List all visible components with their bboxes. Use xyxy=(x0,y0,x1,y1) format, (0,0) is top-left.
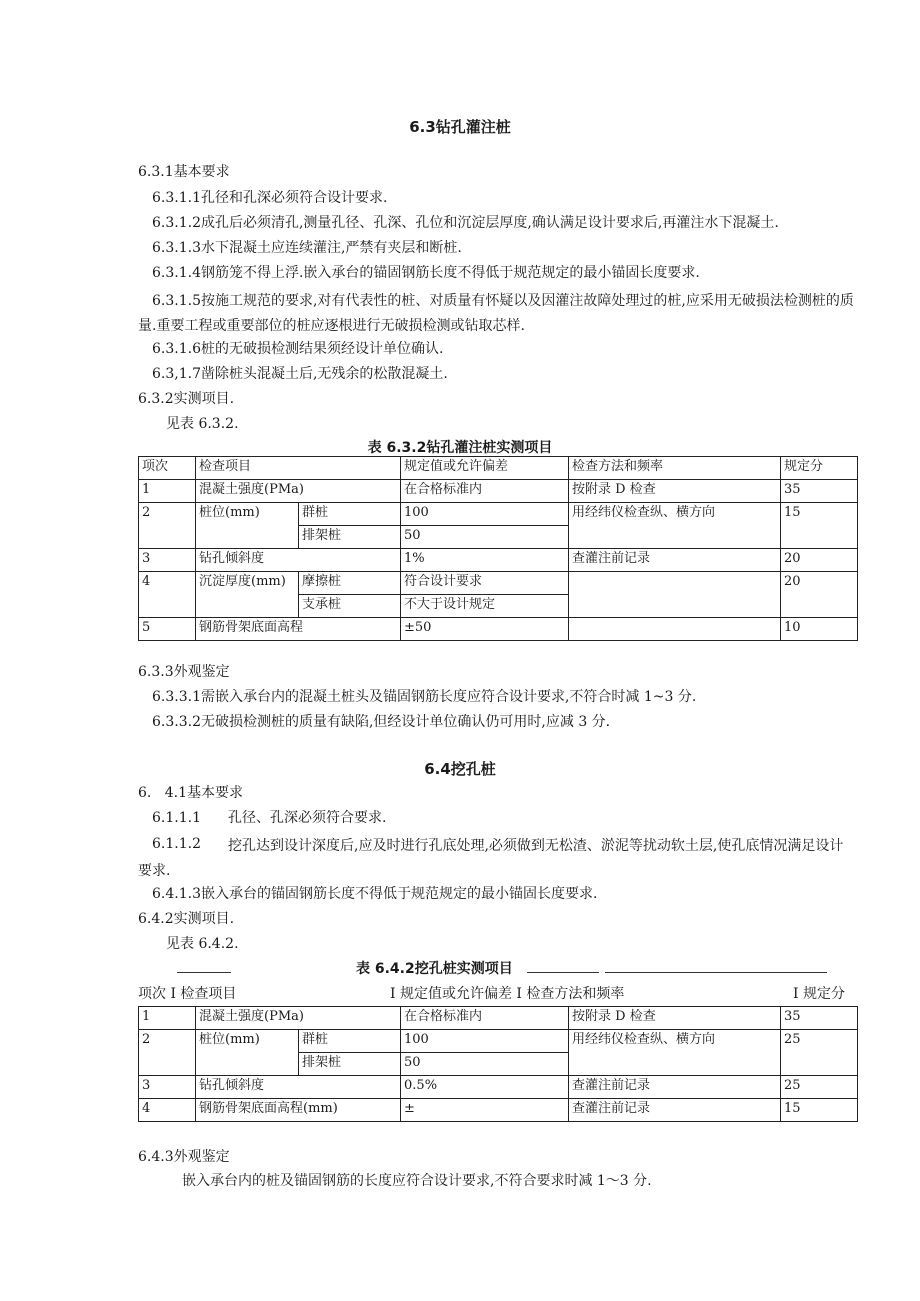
item-6-3-1-7: 6.3,1.7凿除桩头混凝土后,无残余的松散混凝土. xyxy=(152,366,448,382)
table-row xyxy=(139,618,858,641)
table-cell: 1 xyxy=(139,480,196,503)
table-cell: 100 xyxy=(401,503,569,526)
table-cell: 群桩 xyxy=(299,1030,401,1053)
table-header-cell: 项次 xyxy=(139,457,196,480)
table-cell: 3 xyxy=(139,549,196,572)
table-cell: 不大于设计规定 xyxy=(401,595,569,618)
table-row xyxy=(139,549,858,572)
table-cell: 混凝土强度(PMa) xyxy=(196,1007,401,1030)
table-cell: 50 xyxy=(401,1053,569,1076)
table-header-row xyxy=(139,457,858,480)
table-cell: 钢筋骨架底面高程 xyxy=(196,618,401,641)
table-cell: 20 xyxy=(781,572,858,618)
item-6-3-1-2: 6.3.1.2成孔后必须清孔,测量孔径、孔深、孔位和沉淀层厚度,确认满足设计要求后,再灌注水下混凝土. xyxy=(152,215,779,231)
item-6-3-3-2: 6.3.3.2无破损检测桩的质量有缺陷,但经设计单位确认仍可用时,应减 3 分. xyxy=(152,714,611,730)
section-title-6-4: 6.4挖孔桩 xyxy=(424,760,496,778)
table-6-3-2 xyxy=(138,456,858,641)
table-cell: 在合格标准内 xyxy=(401,480,569,503)
table-cell: 35 xyxy=(781,1007,858,1030)
table-cell: 沉淀厚度(mm) xyxy=(196,572,299,618)
item-6-3-1-5: 6.3.1.5按施工规范的要求,对有代表性的桩、对质量有怀疑以及因灌注故障处理过的桩,应采用无破损法检测桩的质量.重要工程或重要部位的桩应逐根进行无破损检测或钻取芯样. xyxy=(138,293,854,334)
table-caption-6-4-2: 表 6.4.2挖孔桩实测项目 xyxy=(356,961,513,977)
table-cell: 10 xyxy=(781,618,858,641)
table-cell: 100 xyxy=(401,1030,569,1053)
item-6-1-1-2-number: 6.1.1.2 xyxy=(152,836,201,852)
table-cell: ± xyxy=(401,1099,569,1122)
table-header-cell: 检查项目 xyxy=(196,457,401,480)
table-cell: 在合格标准内 xyxy=(401,1007,569,1030)
item-6-4-3-text: 嵌入承台内的桩及锚固钢筋的长度应符合设计要求,不符合要求时减 1～3 分. xyxy=(182,1173,652,1189)
item-6-3-1-3: 6.3.1.3水下混凝土应连续灌注,严禁有夹层和断桩. xyxy=(152,240,462,256)
table-cell: 25 xyxy=(781,1076,858,1099)
item-6-1-1-1-text: 孔径、孔深必须符合要求. xyxy=(228,810,387,826)
table-cell: 用经纬仪检查纵、横方向 xyxy=(569,503,781,549)
table-cell: 2 xyxy=(139,1030,196,1076)
subsection-6-4-2: 6.4.2实测项目. xyxy=(138,911,235,927)
table-cell: 桩位(mm) xyxy=(196,1030,299,1076)
subsection-6-4-1: 6. 4.1基本要求 xyxy=(138,785,243,801)
table-cell: 35 xyxy=(781,480,858,503)
item-6-3-1-6: 6.3.1.6桩的无破损检测结果须经设计单位确认. xyxy=(152,341,444,357)
table-cell: 15 xyxy=(781,1099,858,1122)
table-cell: 查灌注前记录 xyxy=(569,1076,781,1099)
see-table-6-4-2: 见表 6.4.2. xyxy=(166,936,239,952)
table-cell: 1 xyxy=(139,1007,196,1030)
table-cell: 支承桩 xyxy=(299,595,401,618)
table-cell: 钢筋骨架底面高程(mm) xyxy=(196,1099,401,1122)
table-cell: 群桩 xyxy=(299,503,401,526)
table-row xyxy=(139,1030,858,1053)
table-row xyxy=(139,1076,858,1099)
table-6-4-2-header-left: 项次 I 检查项目 xyxy=(138,986,237,1002)
table-cell: ±50 xyxy=(401,618,569,641)
table-row xyxy=(139,1007,858,1030)
table-row xyxy=(139,572,858,595)
table-cell: 查灌注前记录 xyxy=(569,549,781,572)
table-cell: 15 xyxy=(781,503,858,549)
item-6-3-1-1: 6.3.1.1孔径和孔深必须符合设计要求. xyxy=(152,190,388,206)
dash-line xyxy=(605,972,827,973)
table-cell: 符合设计要求 xyxy=(401,572,569,595)
table-cell: 2 xyxy=(139,503,196,549)
table-cell: 20 xyxy=(781,549,858,572)
dash-line xyxy=(527,972,599,973)
table-row xyxy=(139,503,858,526)
table-cell xyxy=(569,618,781,641)
table-cell: 25 xyxy=(781,1030,858,1076)
table-cell: 排架桩 xyxy=(299,1053,401,1076)
table-cell: 3 xyxy=(139,1076,196,1099)
dash-line xyxy=(177,972,231,973)
table-row xyxy=(139,1099,858,1122)
table-caption-6-3-2: 表 6.3.2钻孔灌注桩实测项目 xyxy=(367,440,553,456)
table-header-cell: 规定分 xyxy=(781,457,858,480)
subsection-6-3-2: 6.3.2实测项目. xyxy=(138,391,235,407)
subsection-6-4-3: 6.4.3外观鉴定 xyxy=(138,1149,230,1165)
table-cell: 1% xyxy=(401,549,569,572)
subsection-6-3-3: 6.3.3外观鉴定 xyxy=(138,664,230,680)
table-cell: 50 xyxy=(401,526,569,549)
table-header-cell: 规定值或允许偏差 xyxy=(401,457,569,480)
item-6-3-1-4: 6.3.1.4钢筋笼不得上浮.嵌入承台的锚固钢筋长度不得低于规范规定的最小锚固长度要求. xyxy=(152,265,700,281)
table-cell: 钻孔倾斜度 xyxy=(196,1076,401,1099)
table-cell xyxy=(569,572,781,618)
table-cell: 摩擦桩 xyxy=(299,572,401,595)
see-table-6-3-2: 见表 6.3.2. xyxy=(166,416,239,432)
item-6-4-1-3: 6.4.1.3嵌入承台的锚固钢筋长度不得低于规范规定的最小锚固长度要求. xyxy=(152,886,598,902)
table-cell: 钻孔倾斜度 xyxy=(196,549,401,572)
table-cell: 用经纬仪检查纵、横方向 xyxy=(569,1030,781,1076)
table-cell: 按附录 D 检查 xyxy=(569,480,781,503)
table-cell: 查灌注前记录 xyxy=(569,1099,781,1122)
item-6-3-3-1: 6.3.3.1需嵌入承台内的混凝土桩头及锚固钢筋长度应符合设计要求,不符合时减 1~3 分. xyxy=(152,689,697,705)
table-cell: 桩位(mm) xyxy=(196,503,299,549)
table-6-4-2-header-right: I 规定分 xyxy=(793,986,845,1002)
table-cell: 按附录 D 检查 xyxy=(569,1007,781,1030)
table-6-4-2 xyxy=(138,1006,858,1122)
table-cell: 4 xyxy=(139,572,196,618)
table-6-4-2-header-middle: I 规定值或允许偏差 I 检查方法和频率 xyxy=(390,986,625,1002)
section-title-6-3: 6.3钻孔灌注桩 xyxy=(409,118,511,136)
table-header-cell: 检查方法和频率 xyxy=(569,457,781,480)
table-cell: 0.5% xyxy=(401,1076,569,1099)
item-6-1-1-1-number: 6.1.1.1 xyxy=(152,810,201,826)
table-cell: 混凝土强度(PMa) xyxy=(196,480,401,503)
table-row xyxy=(139,480,858,503)
subsection-6-3-1: 6.3.1基本要求 xyxy=(138,164,230,180)
table-cell: 4 xyxy=(139,1099,196,1122)
item-6-1-1-2-text: 挖孔达到设计深度后,应及时进行孔底处理,必须做到无松渣、淤泥等扰动软土层,使孔底情况满足设计要求. xyxy=(138,838,844,879)
table-cell: 排架桩 xyxy=(299,526,401,549)
table-cell: 5 xyxy=(139,618,196,641)
